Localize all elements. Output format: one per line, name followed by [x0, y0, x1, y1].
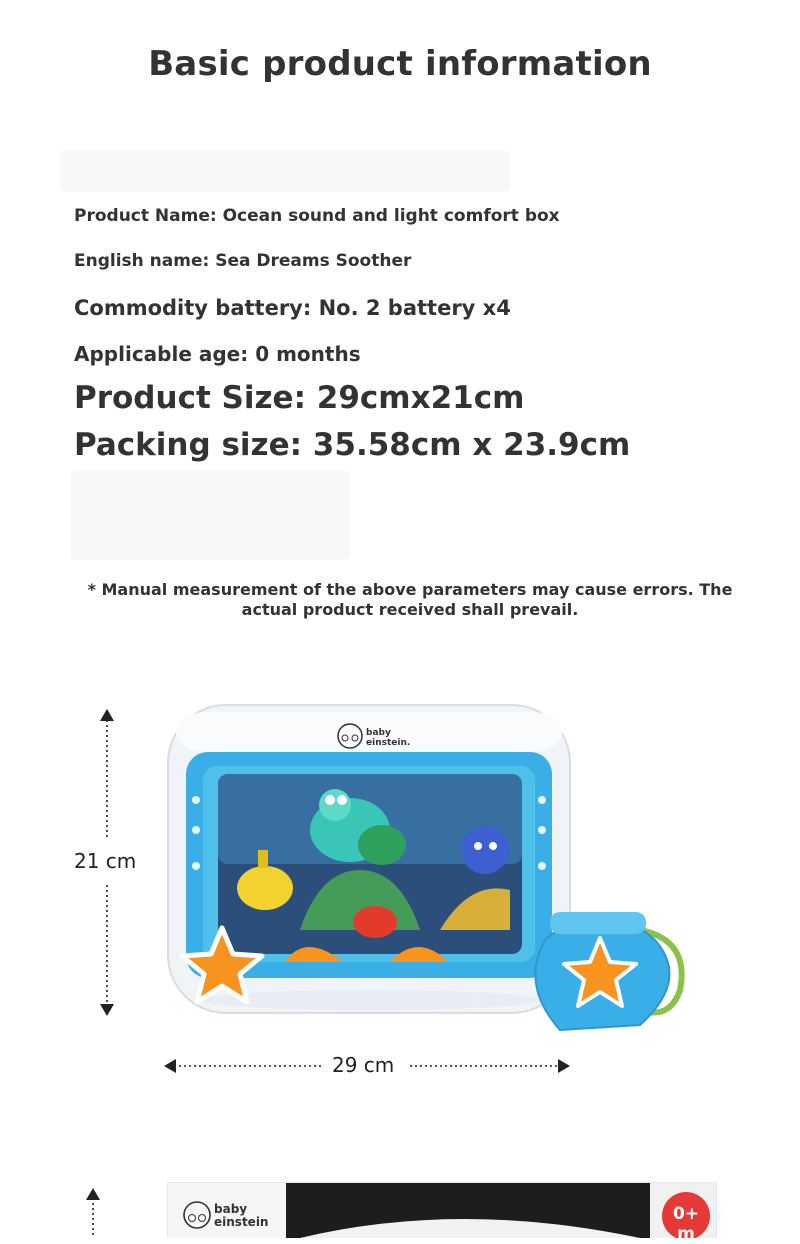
product-size: Product Size: 29cmx21cm [74, 380, 525, 416]
age-badge: 0+ m [672, 1204, 700, 1244]
product-name: Product Name: Ocean sound and light comfort box [74, 206, 560, 226]
measurement-note: * Manual measurement of the above parameters may cause errors. The actual product received shall prevail. [87, 580, 733, 619]
width-label: 29 cm [326, 1053, 400, 1077]
height-label: 21 cm [68, 849, 142, 873]
shell-remote [535, 912, 681, 1030]
applicable-age: Applicable age: 0 months [74, 342, 361, 366]
soother-toy [168, 705, 570, 1013]
packaging-box [86, 1183, 716, 1238]
page-title: Basic product information [148, 44, 652, 84]
svg-text:einstein.: einstein. [366, 738, 411, 748]
battery-info: Commodity battery: No. 2 battery x4 [74, 296, 511, 320]
box-logo-text: baby einstein [214, 1202, 269, 1229]
english-name: English name: Sea Dreams Soother [74, 251, 412, 271]
packing-size: Packing size: 35.58cm x 23.9cm [74, 427, 631, 463]
svg-text:baby: baby [366, 728, 391, 738]
